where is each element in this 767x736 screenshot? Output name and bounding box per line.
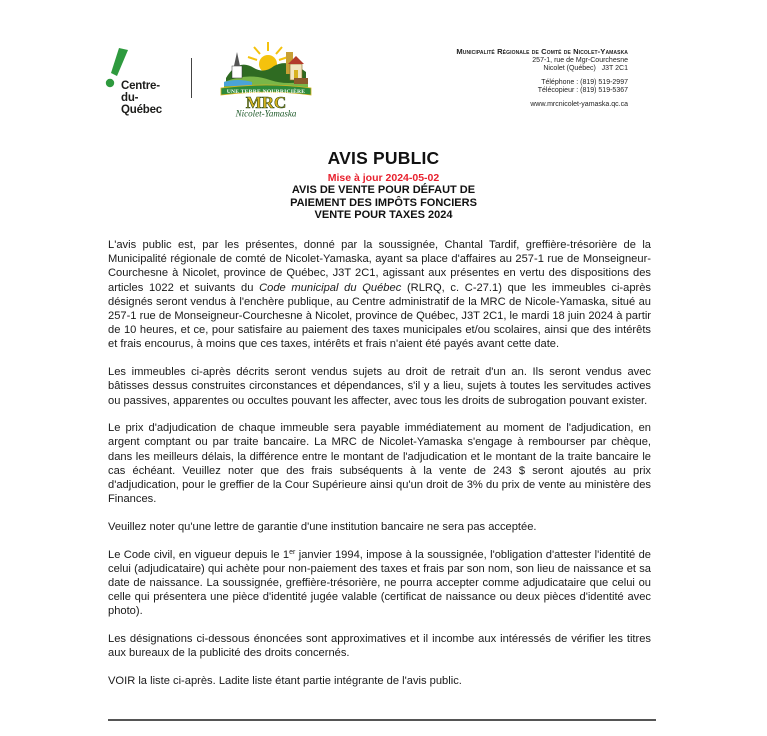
- subtitle-line: AVIS DE VENTE POUR DÉFAUT DE: [291, 184, 476, 196]
- text-segment: (RLRQ, c. C-27.1) que les immeubles ci-après désignés seront vendus à l'enchère publique, au Centre administratif de la MRC de Nicole-Yamaska, situé au 257-1 rue de Monseigneur-Courchesne à Nicolet, province de Québec, J3T 2C1, le mardi 18 juin 2024 à partir de 10 heures, et ce, pour satisfaire au paiement des taxes municipales et/ou scolaires, ainsi que des intérêts et frais encourus, à moins que ces taxes, intérêts et frais n'aient été payés avant cette date.: [108, 281, 652, 351]
- paragraph-identity: [108, 548, 651, 619]
- logo-divider: [191, 58, 192, 98]
- paragraph-intro: [108, 238, 651, 352]
- code-reference: Code municipal du Québec: [259, 281, 402, 294]
- logo-script: Nicolet-Yamaska: [235, 108, 297, 118]
- paragraph-guarantee: Veuillez noter qu'une lettre de garantie d'une institution bancaire ne sera pas acceptée.: [108, 520, 537, 533]
- city-postal: Nicolet (Québec) J3T 2C1: [543, 65, 628, 72]
- street-address: 257-1, rue de Mgr-Courchesne: [532, 56, 628, 64]
- paragraph-see-list: VOIR la liste ci-après. Ladite liste étant partie intégrante de l'avis public.: [108, 675, 462, 688]
- notice-body: [108, 238, 651, 702]
- text-segment: janvier 1994, impose à la soussignée, l'obligation d'attester l'identité de celui (adjudicataire) qui achète pour non-paiement des taxes et frais par son nom, son lieu de naissance et sa date de naissance. La soussignée, greffière-trésorière, ne pourra accepter comme adjudicataire que celui ou celle qui présentera une pièce d'identité jugée valable (certificat de naissance ou deux pièces d'identité avec photo).: [108, 548, 651, 618]
- subtitle-line: VENTE POUR TAXES 2024: [314, 209, 453, 222]
- logo-line: Centre-: [121, 80, 160, 92]
- logo-acronym: MRC: [245, 93, 287, 112]
- logo-line: Québec: [121, 104, 162, 116]
- paragraph-designations: Les désignations ci-dessous énoncées sont approximatives et il incombe aux intéressés de vérifier les titres aux bureaux de la publicité des droits concernés.: [108, 633, 651, 660]
- subtitle-line: PAIEMENT DES IMPÔTS FONCIERS: [290, 196, 477, 209]
- page-title: AVIS PUBLIC: [327, 148, 440, 168]
- paragraph-conditions: Les immeubles ci-après décrits seront vendus sujets au droit de retrait d'un an. Ils seront vendus avec bâtisses dessus construites circonstances et dépendances, s'il y a lieu, sujets à toutes les servitudes actives ou passives, apparentes ou occultes pouvant les affecter, avec tous les droits de subrogation pouvant exister.: [108, 366, 651, 407]
- mrc-nicolet-yamaska-logo: [218, 38, 314, 118]
- update-date: Mise à jour 2024-05-02: [327, 172, 440, 184]
- logo-line: du-: [121, 92, 139, 104]
- paragraph-payment: Le prix d'adjudication de chaque immeuble sera payable immédiatement au moment de l'adjudication, en argent comptant ou par traite bancaire. La MRC de Nicolet-Yamaska s'engage à rembourser par chèque, dans les meilleurs délais, la différence entre le montant de l'adjudication et le montant de la traite bancaire le cas échéant. Veuillez noter que des frais subséquents à la vente de 243 $ seront ajoutés au prix d'adjudication, pour le greffier de la Cour Supérieure ainsi qu'un droit de 3% du prix de vente au ministère des Finances.: [108, 422, 651, 506]
- text-segment: L'avis public est, par les présentes, donné par la soussignée, Chantal Tardif, greffière-trésorière de la Municipalité régionale de comté de Nicolet-Yamaska, ayant sa place d'affaires au 257-1 rue de Monseigneur- Courchesne à Nicolet, province de Québec, J3T 2C1, agissant aux présentes en vertu des dispositions des articles 1022 et suivants du: [108, 239, 651, 294]
- centre-du-quebec-logo: [104, 46, 174, 116]
- website-link[interactable]: www.mrcnicolet-yamaska.qc.ca: [530, 100, 628, 108]
- telephone: Téléphone : (819) 519-2997: [541, 78, 628, 86]
- fax: Télécopieur : (819) 519-5367: [537, 87, 628, 94]
- organization-name: Municipalité Régionale de Comté de Nicolet-Yamaska: [456, 47, 628, 56]
- logo-banner-text: UNE TERRE NOURRICIÈRE: [226, 88, 306, 95]
- superscript: er: [289, 548, 296, 556]
- notice-subtitle: [0, 184, 767, 222]
- centre-du-quebec-wordmark: [121, 80, 162, 116]
- text-segment: Le Code civil, en vigueur depuis le 1: [108, 548, 290, 561]
- church-icon: [232, 52, 242, 78]
- horizontal-rule: [108, 719, 656, 721]
- address-block: [456, 48, 628, 109]
